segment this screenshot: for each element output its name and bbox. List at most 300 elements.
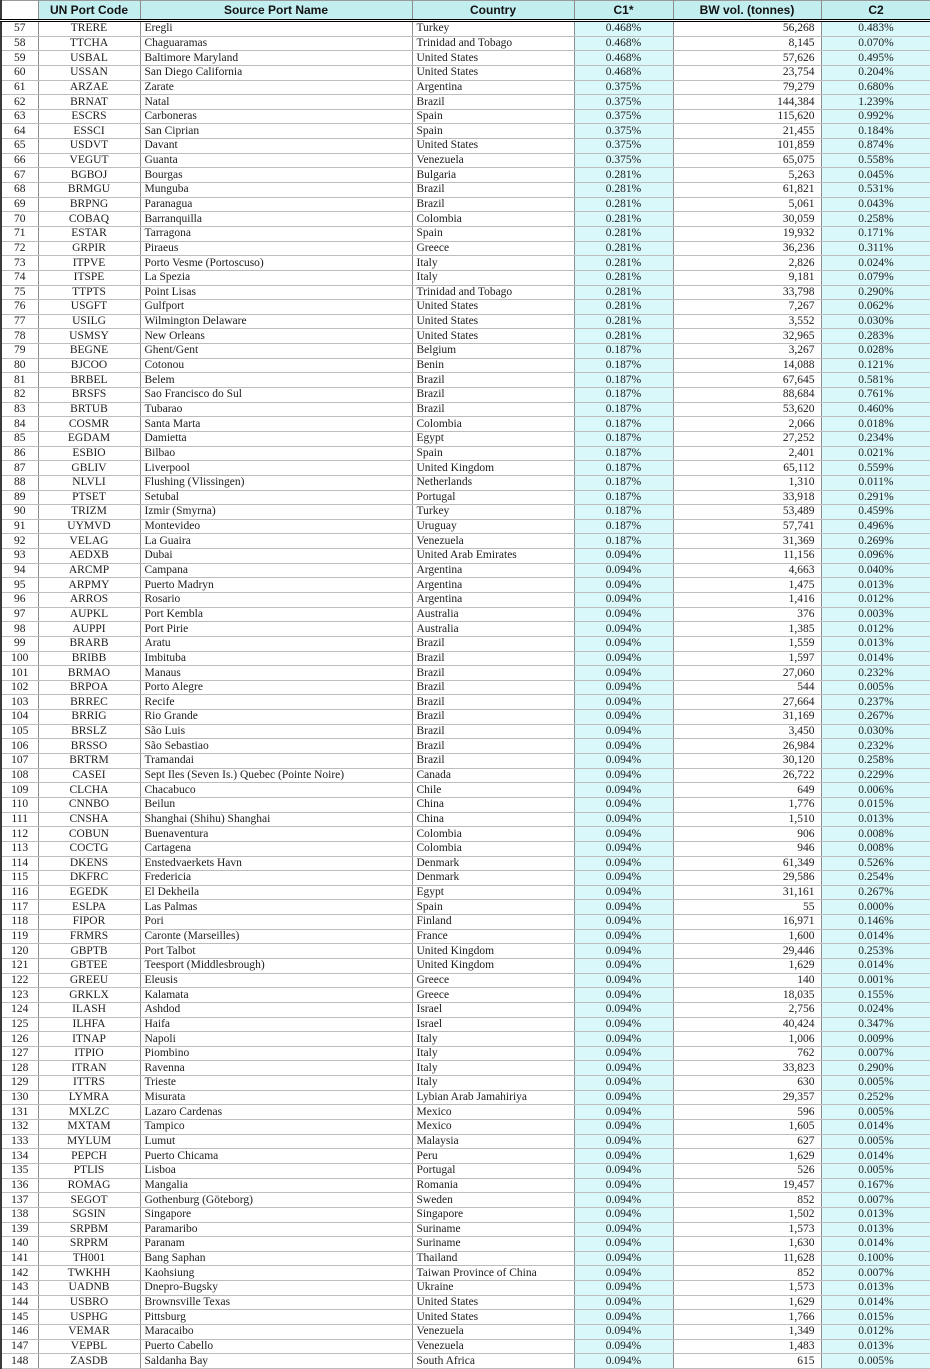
table-row bbox=[1, 651, 930, 666]
table-row bbox=[1, 944, 930, 959]
table-row bbox=[1, 636, 930, 651]
c2-value-cell: 0.204% bbox=[821, 65, 930, 80]
bw-volume-cell: 65,075 bbox=[673, 153, 821, 168]
row-number-cell: 136 bbox=[1, 1178, 38, 1193]
c1-value-cell: 0.375% bbox=[574, 139, 673, 154]
bw-volume-cell: 18,035 bbox=[673, 988, 821, 1003]
un-port-code-cell: TWKHH bbox=[38, 1266, 140, 1281]
c2-value-cell: 1.239% bbox=[821, 95, 930, 110]
un-port-code-cell: USILG bbox=[38, 314, 140, 329]
bw-volume-cell: 23,754 bbox=[673, 65, 821, 80]
table-row bbox=[1, 754, 930, 769]
c2-value-cell: 0.096% bbox=[821, 549, 930, 564]
table-row bbox=[1, 197, 930, 212]
row-number-cell: 121 bbox=[1, 959, 38, 974]
c2-value-cell: 0.014% bbox=[821, 929, 930, 944]
un-port-code-cell: GREEU bbox=[38, 973, 140, 988]
c2-value-cell: 0.005% bbox=[821, 1076, 930, 1091]
country-cell: Italy bbox=[412, 270, 574, 285]
table-row bbox=[1, 21, 930, 37]
source-port-name-cell: Izmir (Smyrna) bbox=[140, 505, 412, 520]
row-number-cell: 111 bbox=[1, 812, 38, 827]
c2-value-cell: 0.005% bbox=[821, 680, 930, 695]
table-row bbox=[1, 1310, 930, 1325]
c2-value-cell: 0.007% bbox=[821, 1046, 930, 1061]
bw-volume-cell: 2,401 bbox=[673, 446, 821, 461]
c2-value-cell: 0.253% bbox=[821, 944, 930, 959]
c1-value-cell: 0.281% bbox=[574, 212, 673, 227]
bw-volume-cell: 544 bbox=[673, 680, 821, 695]
row-number-cell: 98 bbox=[1, 622, 38, 637]
country-cell: Lybian Arab Jamahiriya bbox=[412, 1090, 574, 1105]
un-port-code-cell: ITTRS bbox=[38, 1076, 140, 1091]
un-port-code-cell: PTLIS bbox=[38, 1163, 140, 1178]
table-row bbox=[1, 344, 930, 359]
c2-header: C2 bbox=[821, 1, 930, 21]
table-row bbox=[1, 768, 930, 783]
table-row bbox=[1, 241, 930, 256]
row-number-cell: 66 bbox=[1, 153, 38, 168]
source-port-name-cell: Enstedvaerkets Havn bbox=[140, 856, 412, 871]
table-row bbox=[1, 680, 930, 695]
row-number-cell: 120 bbox=[1, 944, 38, 959]
source-port-name-cell: Paramaribo bbox=[140, 1222, 412, 1237]
un-port-code-cell: USBAL bbox=[38, 51, 140, 66]
row-number-cell: 64 bbox=[1, 124, 38, 139]
c1-value-cell: 0.094% bbox=[574, 666, 673, 681]
c1-value-cell: 0.094% bbox=[574, 1237, 673, 1252]
bw-volume-cell: 1,629 bbox=[673, 959, 821, 974]
un-port-code-cell: COBUN bbox=[38, 827, 140, 842]
source-port-name-cell: Port Pirie bbox=[140, 622, 412, 637]
bw-volume-cell: 88,684 bbox=[673, 388, 821, 403]
c1-value-cell: 0.094% bbox=[574, 1354, 673, 1369]
c2-value-cell: 0.040% bbox=[821, 563, 930, 578]
c1-value-cell: 0.094% bbox=[574, 841, 673, 856]
table-row bbox=[1, 1105, 930, 1120]
un-port-code-cell: SGSIN bbox=[38, 1207, 140, 1222]
table-row bbox=[1, 1163, 930, 1178]
c1-value-cell: 0.094% bbox=[574, 1193, 673, 1208]
country-cell: Brazil bbox=[412, 739, 574, 754]
country-cell: Argentina bbox=[412, 563, 574, 578]
bw-volume-cell: 1,605 bbox=[673, 1120, 821, 1135]
c1-value-cell: 0.094% bbox=[574, 856, 673, 871]
source-port-name-cell: Guanta bbox=[140, 153, 412, 168]
table-row bbox=[1, 1090, 930, 1105]
un-port-code-cell: ESCRS bbox=[38, 109, 140, 124]
un-port-code-cell: MXTAM bbox=[38, 1120, 140, 1135]
bw-volume-cell: 31,369 bbox=[673, 534, 821, 549]
bw-volume-cell: 1,510 bbox=[673, 812, 821, 827]
row-number-cell: 91 bbox=[1, 519, 38, 534]
c2-value-cell: 0.495% bbox=[821, 51, 930, 66]
row-number-cell: 134 bbox=[1, 1149, 38, 1164]
source-port-name-cell: Puerto Cabello bbox=[140, 1339, 412, 1354]
un-port-code-cell: BRPOA bbox=[38, 680, 140, 695]
row-number-cell: 100 bbox=[1, 651, 38, 666]
country-cell: United States bbox=[412, 314, 574, 329]
un-port-code-cell: MXLZC bbox=[38, 1105, 140, 1120]
source-port-name-cell: Piraeus bbox=[140, 241, 412, 256]
c2-value-cell: 0.013% bbox=[821, 812, 930, 827]
bw-volume-cell: 596 bbox=[673, 1105, 821, 1120]
un-port-code-cell: SRPBM bbox=[38, 1222, 140, 1237]
bw-volume-cell: 33,823 bbox=[673, 1061, 821, 1076]
country-cell: Brazil bbox=[412, 95, 574, 110]
country-cell: Spain bbox=[412, 124, 574, 139]
c2-value-cell: 0.005% bbox=[821, 1163, 930, 1178]
source-port-name-cell: Manaus bbox=[140, 666, 412, 681]
c1-value-cell: 0.187% bbox=[574, 505, 673, 520]
bw-volume-cell: 67,645 bbox=[673, 373, 821, 388]
un-port-code-cell: BRMGU bbox=[38, 183, 140, 198]
row-number-cell: 140 bbox=[1, 1237, 38, 1252]
un-port-code-cell: PTSET bbox=[38, 490, 140, 505]
c1-value-cell: 0.468% bbox=[574, 21, 673, 37]
table-row bbox=[1, 417, 930, 432]
country-cell: United States bbox=[412, 329, 574, 344]
bw-volume-cell: 1,502 bbox=[673, 1207, 821, 1222]
table-row bbox=[1, 212, 930, 227]
source-port-name-cell: Ravenna bbox=[140, 1061, 412, 1076]
un-port-code-cell: AUPPI bbox=[38, 622, 140, 637]
c2-value-cell: 0.015% bbox=[821, 1310, 930, 1325]
country-cell: Greece bbox=[412, 988, 574, 1003]
bw-volume-cell: 1,559 bbox=[673, 636, 821, 651]
row-number-cell: 83 bbox=[1, 402, 38, 417]
c1-value-cell: 0.094% bbox=[574, 1207, 673, 1222]
bw-volume-cell: 53,489 bbox=[673, 505, 821, 520]
c1-value-cell: 0.281% bbox=[574, 197, 673, 212]
c1-value-cell: 0.094% bbox=[574, 959, 673, 974]
source-port-name-cell: São Sebastiao bbox=[140, 739, 412, 754]
table-row bbox=[1, 1178, 930, 1193]
c2-value-cell: 0.021% bbox=[821, 446, 930, 461]
country-cell: Brazil bbox=[412, 402, 574, 417]
table-row bbox=[1, 988, 930, 1003]
bw-volume-cell: 1,310 bbox=[673, 475, 821, 490]
source-port-name-cell: Sao Francisco do Sul bbox=[140, 388, 412, 403]
c2-value-cell: 0.001% bbox=[821, 973, 930, 988]
table-row bbox=[1, 1266, 930, 1281]
c1-header: C1* bbox=[574, 1, 673, 21]
c2-value-cell: 0.013% bbox=[821, 1222, 930, 1237]
source-port-name-cell: São Luis bbox=[140, 724, 412, 739]
c2-value-cell: 0.558% bbox=[821, 153, 930, 168]
source-port-name-cell: Davant bbox=[140, 139, 412, 154]
source-port-name-cell: Montevideo bbox=[140, 519, 412, 534]
country-cell: Italy bbox=[412, 256, 574, 271]
c2-value-cell: 0.252% bbox=[821, 1090, 930, 1105]
bw-volume-cell: 31,161 bbox=[673, 885, 821, 900]
country-cell: Taiwan Province of China bbox=[412, 1266, 574, 1281]
row-number-cell: 130 bbox=[1, 1090, 38, 1105]
c1-value-cell: 0.094% bbox=[574, 827, 673, 842]
country-cell: Brazil bbox=[412, 754, 574, 769]
c2-value-cell: 0.460% bbox=[821, 402, 930, 417]
table-row bbox=[1, 1032, 930, 1047]
table-row bbox=[1, 65, 930, 80]
table-row bbox=[1, 388, 930, 403]
c1-value-cell: 0.094% bbox=[574, 1325, 673, 1340]
country-cell: Malaysia bbox=[412, 1134, 574, 1149]
country-cell: Egypt bbox=[412, 885, 574, 900]
c2-value-cell: 0.229% bbox=[821, 768, 930, 783]
un-port-code-cell: USBRO bbox=[38, 1295, 140, 1310]
c1-value-cell: 0.094% bbox=[574, 651, 673, 666]
c1-value-cell: 0.094% bbox=[574, 1266, 673, 1281]
source-port-name-cell: Belem bbox=[140, 373, 412, 388]
c2-value-cell: 0.014% bbox=[821, 651, 930, 666]
un-port-code-cell: BGBOJ bbox=[38, 168, 140, 183]
c1-value-cell: 0.187% bbox=[574, 431, 673, 446]
row-number-cell: 145 bbox=[1, 1310, 38, 1325]
source-port-name-cell: Campana bbox=[140, 563, 412, 578]
un-port-code-cell: BJCOO bbox=[38, 358, 140, 373]
c1-value-cell: 0.094% bbox=[574, 724, 673, 739]
table-row bbox=[1, 549, 930, 564]
row-number-cell: 105 bbox=[1, 724, 38, 739]
source-port-name-cell: Tarragona bbox=[140, 226, 412, 241]
c1-value-cell: 0.094% bbox=[574, 929, 673, 944]
bw-volume-cell: 1,483 bbox=[673, 1339, 821, 1354]
bw-volume-cell: 61,349 bbox=[673, 856, 821, 871]
c1-value-cell: 0.094% bbox=[574, 695, 673, 710]
un-port-code-cell: LYMRA bbox=[38, 1090, 140, 1105]
header-row bbox=[1, 1, 930, 21]
row-number-cell: 107 bbox=[1, 754, 38, 769]
bw-volume-cell: 627 bbox=[673, 1134, 821, 1149]
country-cell: Venezuela bbox=[412, 1325, 574, 1340]
row-number-cell: 73 bbox=[1, 256, 38, 271]
table-row bbox=[1, 973, 930, 988]
c1-value-cell: 0.094% bbox=[574, 1002, 673, 1017]
c2-value-cell: 0.291% bbox=[821, 490, 930, 505]
c2-value-cell: 0.014% bbox=[821, 959, 930, 974]
bw-volume-cell: 19,457 bbox=[673, 1178, 821, 1193]
row-number-cell: 138 bbox=[1, 1207, 38, 1222]
c2-value-cell: 0.013% bbox=[821, 1339, 930, 1354]
row-number-cell: 68 bbox=[1, 183, 38, 198]
un-port-code-cell: TTCHA bbox=[38, 36, 140, 51]
c2-value-cell: 0.079% bbox=[821, 270, 930, 285]
table-row bbox=[1, 666, 930, 681]
table-row bbox=[1, 446, 930, 461]
country-cell: Mexico bbox=[412, 1105, 574, 1120]
c2-value-cell: 0.267% bbox=[821, 885, 930, 900]
bw-volume-cell: 21,455 bbox=[673, 124, 821, 139]
table-row bbox=[1, 314, 930, 329]
bw-volume-cell: 36,236 bbox=[673, 241, 821, 256]
country-cell: Argentina bbox=[412, 80, 574, 95]
un-port-code-cell: ITPVE bbox=[38, 256, 140, 271]
table-row bbox=[1, 622, 930, 637]
c1-value-cell: 0.187% bbox=[574, 402, 673, 417]
country-cell: Greece bbox=[412, 241, 574, 256]
un-port-code-cell: GBLIV bbox=[38, 461, 140, 476]
c1-value-cell: 0.094% bbox=[574, 549, 673, 564]
row-number-cell: 114 bbox=[1, 856, 38, 871]
c1-value-cell: 0.094% bbox=[574, 797, 673, 812]
row-number-cell: 57 bbox=[1, 21, 38, 37]
c1-value-cell: 0.187% bbox=[574, 373, 673, 388]
c2-value-cell: 0.013% bbox=[821, 636, 930, 651]
c1-value-cell: 0.281% bbox=[574, 256, 673, 271]
source-port-name-cell: Damietta bbox=[140, 431, 412, 446]
row-number-cell: 75 bbox=[1, 285, 38, 300]
bw-volume-cell: 5,263 bbox=[673, 168, 821, 183]
un-port-code-cell: ARZAE bbox=[38, 80, 140, 95]
un-port-code-cell: VEGUT bbox=[38, 153, 140, 168]
c1-value-cell: 0.094% bbox=[574, 710, 673, 725]
bw-volume-cell: 31,169 bbox=[673, 710, 821, 725]
c2-value-cell: 0.290% bbox=[821, 1061, 930, 1076]
table-row bbox=[1, 578, 930, 593]
row-number-cell: 90 bbox=[1, 505, 38, 520]
country-cell: Colombia bbox=[412, 841, 574, 856]
source-port-name-cell: Setubal bbox=[140, 490, 412, 505]
bw-volume-cell: 946 bbox=[673, 841, 821, 856]
row-number-cell: 133 bbox=[1, 1134, 38, 1149]
country-cell: Turkey bbox=[412, 505, 574, 520]
country-cell: Australia bbox=[412, 622, 574, 637]
source-port-name-cell: Natal bbox=[140, 95, 412, 110]
source-port-name-cell: Baltimore Maryland bbox=[140, 51, 412, 66]
un-port-code-cell: UYMVD bbox=[38, 519, 140, 534]
country-cell: Peru bbox=[412, 1149, 574, 1164]
c1-value-cell: 0.094% bbox=[574, 1090, 673, 1105]
bw-volume-cell: 2,826 bbox=[673, 256, 821, 271]
source-port-name-cell: Porto Vesme (Portoscuso) bbox=[140, 256, 412, 271]
c1-value-cell: 0.468% bbox=[574, 51, 673, 66]
source-port-name-cell: Misurata bbox=[140, 1090, 412, 1105]
bw-volume-cell: 101,859 bbox=[673, 139, 821, 154]
c2-value-cell: 0.014% bbox=[821, 1120, 930, 1135]
country-cell: Venezuela bbox=[412, 153, 574, 168]
c2-value-cell: 0.014% bbox=[821, 1237, 930, 1252]
country-cell: Belgium bbox=[412, 344, 574, 359]
un-port-code-cell: BRNAT bbox=[38, 95, 140, 110]
source-port-name-cell: Haifa bbox=[140, 1017, 412, 1032]
un-port-code-cell: BEGNE bbox=[38, 344, 140, 359]
row-number-cell: 146 bbox=[1, 1325, 38, 1340]
c1-value-cell: 0.094% bbox=[574, 1046, 673, 1061]
country-cell: Suriname bbox=[412, 1222, 574, 1237]
source-port-name-cell: Barranquilla bbox=[140, 212, 412, 227]
table-row bbox=[1, 1076, 930, 1091]
table-row bbox=[1, 358, 930, 373]
c2-value-cell: 0.030% bbox=[821, 724, 930, 739]
country-cell: Uruguay bbox=[412, 519, 574, 534]
c1-value-cell: 0.094% bbox=[574, 578, 673, 593]
row-number-cell: 142 bbox=[1, 1266, 38, 1281]
row-number-cell: 126 bbox=[1, 1032, 38, 1047]
table-row bbox=[1, 1207, 930, 1222]
c2-value-cell: 0.006% bbox=[821, 783, 930, 798]
c1-value-cell: 0.094% bbox=[574, 592, 673, 607]
un-port-code-cell: ESTAR bbox=[38, 226, 140, 241]
bw-volume-cell: 1,385 bbox=[673, 622, 821, 637]
country-cell: Denmark bbox=[412, 871, 574, 886]
un-port-code-cell: BRSSO bbox=[38, 739, 140, 754]
bw-volume-cell: 26,984 bbox=[673, 739, 821, 754]
un-port-code-cell: USGFT bbox=[38, 300, 140, 315]
c2-value-cell: 0.014% bbox=[821, 1295, 930, 1310]
country-cell: United States bbox=[412, 51, 574, 66]
row-number-cell: 122 bbox=[1, 973, 38, 988]
table-row bbox=[1, 783, 930, 798]
row-number-cell: 79 bbox=[1, 344, 38, 359]
c2-value-cell: 0.874% bbox=[821, 139, 930, 154]
un-port-code-cell: ARROS bbox=[38, 592, 140, 607]
table-row bbox=[1, 841, 930, 856]
c2-value-cell: 0.167% bbox=[821, 1178, 930, 1193]
table-row bbox=[1, 475, 930, 490]
un-port-code-cell: EGDAM bbox=[38, 431, 140, 446]
c1-value-cell: 0.187% bbox=[574, 519, 673, 534]
un-port-code-cell: COSMR bbox=[38, 417, 140, 432]
source-port-name-cell: Saldanha Bay bbox=[140, 1354, 412, 1369]
table-row bbox=[1, 109, 930, 124]
source-port-name-cell: San Ciprian bbox=[140, 124, 412, 139]
table-row bbox=[1, 256, 930, 271]
bw-volume-cell: 79,279 bbox=[673, 80, 821, 95]
un-port-code-cell: SEGOT bbox=[38, 1193, 140, 1208]
table-row bbox=[1, 871, 930, 886]
c2-value-cell: 0.007% bbox=[821, 1193, 930, 1208]
un-port-code-cell: BRIBB bbox=[38, 651, 140, 666]
table-row bbox=[1, 1134, 930, 1149]
country-cell: Egypt bbox=[412, 431, 574, 446]
c2-value-cell: 0.459% bbox=[821, 505, 930, 520]
un-port-code-cell: BRSFS bbox=[38, 388, 140, 403]
c1-value-cell: 0.187% bbox=[574, 534, 673, 549]
row-number-cell: 147 bbox=[1, 1339, 38, 1354]
table-header bbox=[1, 1, 930, 21]
source-port-name-cell: Chaguaramas bbox=[140, 36, 412, 51]
country-cell: Singapore bbox=[412, 1207, 574, 1222]
bw-volume-cell: 57,741 bbox=[673, 519, 821, 534]
bw-volume-cell: 27,664 bbox=[673, 695, 821, 710]
un-port-code-cell: CNSHA bbox=[38, 812, 140, 827]
country-cell: Spain bbox=[412, 226, 574, 241]
row-number-cell: 112 bbox=[1, 827, 38, 842]
un-port-code-cell: AUPKL bbox=[38, 607, 140, 622]
country-cell: Spain bbox=[412, 109, 574, 124]
bw-volume-cell: 1,629 bbox=[673, 1149, 821, 1164]
row-number-cell: 116 bbox=[1, 885, 38, 900]
source-port-name-cell: Liverpool bbox=[140, 461, 412, 476]
c1-value-cell: 0.094% bbox=[574, 1032, 673, 1047]
c2-value-cell: 0.184% bbox=[821, 124, 930, 139]
source-port-name-cell: Dnepro-Bugsky bbox=[140, 1281, 412, 1296]
row-number-cell: 125 bbox=[1, 1017, 38, 1032]
c1-value-cell: 0.094% bbox=[574, 1281, 673, 1296]
c1-value-cell: 0.281% bbox=[574, 300, 673, 315]
un-port-code-cell: TH001 bbox=[38, 1251, 140, 1266]
country-cell: Brazil bbox=[412, 724, 574, 739]
country-cell: Thailand bbox=[412, 1251, 574, 1266]
country-cell: Turkey bbox=[412, 21, 574, 37]
un-port-code-cell: CNNBO bbox=[38, 797, 140, 812]
bw-volume-header: BW vol. (tonnes) bbox=[673, 1, 821, 21]
table-row bbox=[1, 1325, 930, 1340]
country-cell: Italy bbox=[412, 1061, 574, 1076]
un-port-code-cell: FIPOR bbox=[38, 915, 140, 930]
c1-value-cell: 0.468% bbox=[574, 36, 673, 51]
bw-volume-cell: 65,112 bbox=[673, 461, 821, 476]
